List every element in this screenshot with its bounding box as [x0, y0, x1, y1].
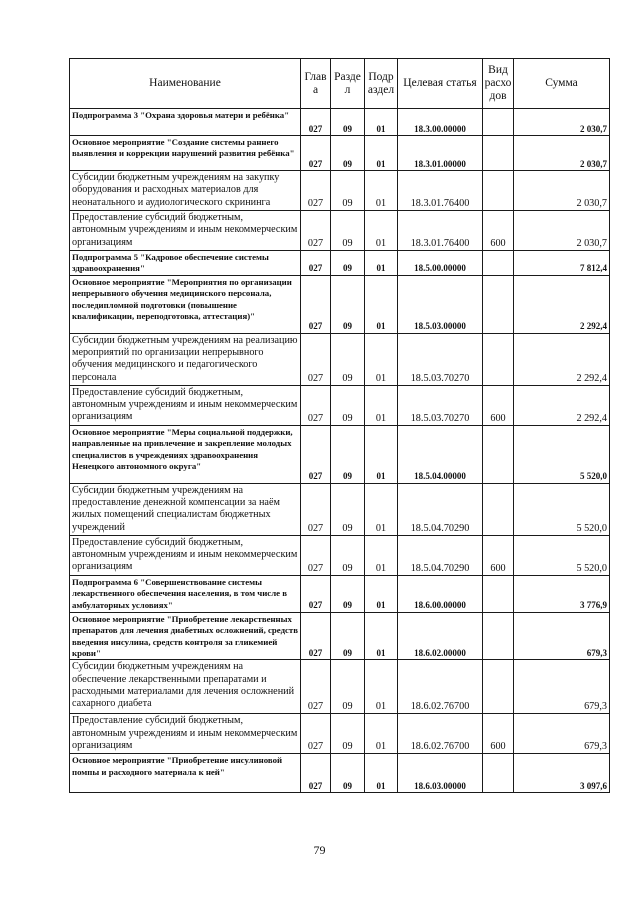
cell-podrazdel: 01	[365, 483, 398, 535]
cell-summa: 2 030,7	[514, 136, 610, 171]
cell-podrazdel: 01	[365, 211, 398, 251]
table-header-row	[70, 59, 610, 109]
cell-name: Субсидии бюджетным учреждениям на предоставление денежной компенсации за наём жилых помещений специалистам бюджетных учреждений	[70, 483, 301, 535]
cell-podrazdel: 01	[365, 385, 398, 425]
cell-summa: 7 812,4	[514, 251, 610, 276]
cell-razdel: 09	[331, 251, 365, 276]
cell-name: Предоставление субсидий бюджетным, автономным учреждениям и иным некоммерческим организациям	[70, 385, 301, 425]
cell-statya: 18.6.02.76700	[398, 714, 483, 754]
cell-vid	[483, 575, 514, 612]
cell-name: Основное мероприятие "Меры социальной поддержки, направленные на привлечение и закрепление молодых специалистов в учреждениях здравоохранения Ненецкого автономного округа"	[70, 425, 301, 483]
table-row	[70, 483, 610, 535]
cell-podrazdel: 01	[365, 275, 398, 333]
cell-summa: 2 292,4	[514, 333, 610, 385]
cell-razdel: 09	[331, 714, 365, 754]
table-row	[70, 333, 610, 385]
cell-name: Предоставление субсидий бюджетным, автономным учреждениям и иным некоммерческим организациям	[70, 714, 301, 754]
cell-summa: 2 292,4	[514, 385, 610, 425]
cell-podrazdel: 01	[365, 171, 398, 211]
cell-summa: 679,3	[514, 660, 610, 714]
header-vid: Вид расхо дов	[483, 59, 514, 109]
cell-summa: 2 030,7	[514, 171, 610, 211]
cell-statya: 18.3.00.00000	[398, 109, 483, 136]
header-podrazdel: Подр аздел	[365, 59, 398, 109]
cell-statya: 18.5.04.00000	[398, 425, 483, 483]
cell-podrazdel: 01	[365, 660, 398, 714]
cell-vid: 600	[483, 211, 514, 251]
cell-statya: 18.6.00.00000	[398, 575, 483, 612]
cell-vid	[483, 171, 514, 211]
cell-razdel: 09	[331, 483, 365, 535]
cell-name: Подпрограмма 3 "Охрана здоровья матери и ребёнка"	[70, 109, 301, 136]
cell-razdel: 09	[331, 211, 365, 251]
cell-summa: 5 520,0	[514, 483, 610, 535]
cell-razdel: 09	[331, 754, 365, 793]
cell-summa: 3 097,6	[514, 754, 610, 793]
cell-glava: 027	[301, 109, 331, 136]
cell-razdel: 09	[331, 612, 365, 660]
cell-vid	[483, 660, 514, 714]
cell-summa: 2 030,7	[514, 109, 610, 136]
table-row	[70, 425, 610, 483]
cell-statya: 18.5.03.70270	[398, 333, 483, 385]
cell-glava: 027	[301, 211, 331, 251]
cell-podrazdel: 01	[365, 575, 398, 612]
cell-podrazdel: 01	[365, 251, 398, 276]
cell-razdel: 09	[331, 660, 365, 714]
cell-glava: 027	[301, 754, 331, 793]
cell-vid: 600	[483, 714, 514, 754]
table-row	[70, 275, 610, 333]
cell-summa: 679,3	[514, 612, 610, 660]
cell-name: Основное мероприятие "Приобретение лекарственных препаратов для лечения диабетных осложнений, средств введения инсулина, средств контроля за гликемией крови"	[70, 612, 301, 660]
table-row	[70, 385, 610, 425]
cell-vid	[483, 136, 514, 171]
cell-statya: 18.5.00.00000	[398, 251, 483, 276]
cell-vid	[483, 425, 514, 483]
cell-glava: 027	[301, 385, 331, 425]
cell-podrazdel: 01	[365, 612, 398, 660]
table-row	[70, 612, 610, 660]
cell-statya: 18.5.03.70270	[398, 385, 483, 425]
table-row	[70, 211, 610, 251]
table-row	[70, 171, 610, 211]
cell-glava: 027	[301, 483, 331, 535]
cell-glava: 027	[301, 612, 331, 660]
cell-vid	[483, 754, 514, 793]
cell-vid	[483, 612, 514, 660]
cell-podrazdel: 01	[365, 333, 398, 385]
table-row	[70, 754, 610, 793]
cell-summa: 5 520,0	[514, 535, 610, 575]
table-row	[70, 660, 610, 714]
cell-glava: 027	[301, 136, 331, 171]
header-razdel: Разде л	[331, 59, 365, 109]
cell-statya: 18.5.04.70290	[398, 483, 483, 535]
cell-podrazdel: 01	[365, 714, 398, 754]
cell-statya: 18.5.04.70290	[398, 535, 483, 575]
cell-vid: 600	[483, 535, 514, 575]
cell-podrazdel: 01	[365, 136, 398, 171]
cell-razdel: 09	[331, 171, 365, 211]
cell-razdel: 09	[331, 385, 365, 425]
table-row	[70, 251, 610, 276]
header-name: Наименование	[70, 59, 301, 109]
cell-razdel: 09	[331, 535, 365, 575]
table-row	[70, 575, 610, 612]
cell-name: Подпрограмма 5 "Кадровое обеспечение системы здравоохранения"	[70, 251, 301, 276]
cell-statya: 18.6.02.00000	[398, 612, 483, 660]
cell-razdel: 09	[331, 109, 365, 136]
cell-name: Предоставление субсидий бюджетным, автономным учреждениям и иным некоммерческим организациям	[70, 211, 301, 251]
cell-statya: 18.6.03.00000	[398, 754, 483, 793]
table-body	[70, 109, 610, 793]
cell-vid	[483, 109, 514, 136]
cell-name: Основное мероприятие "Создание системы раннего выявления и коррекции нарушений развития ребёнка"	[70, 136, 301, 171]
cell-vid	[483, 483, 514, 535]
cell-podrazdel: 01	[365, 109, 398, 136]
cell-name: Субсидии бюджетным учреждениям на обеспечение лекарственными препаратами и расходными материалами для лечения осложнений сахарного диабета	[70, 660, 301, 714]
cell-razdel: 09	[331, 275, 365, 333]
cell-podrazdel: 01	[365, 535, 398, 575]
cell-summa: 2 030,7	[514, 211, 610, 251]
cell-summa: 679,3	[514, 714, 610, 754]
cell-glava: 027	[301, 714, 331, 754]
header-summa: Сумма	[514, 59, 610, 109]
cell-statya: 18.3.01.76400	[398, 211, 483, 251]
cell-summa: 2 292,4	[514, 275, 610, 333]
cell-glava: 027	[301, 275, 331, 333]
cell-vid	[483, 275, 514, 333]
cell-vid	[483, 251, 514, 276]
cell-glava: 027	[301, 425, 331, 483]
cell-razdel: 09	[331, 333, 365, 385]
table-row	[70, 535, 610, 575]
budget-table	[69, 58, 610, 793]
cell-glava: 027	[301, 333, 331, 385]
cell-glava: 027	[301, 535, 331, 575]
table-row	[70, 714, 610, 754]
cell-name: Субсидии бюджетным учреждениям на реализацию мероприятий по организации непрерывного обучения медицинского и педагогического персонала	[70, 333, 301, 385]
cell-statya: 18.3.01.00000	[398, 136, 483, 171]
cell-glava: 027	[301, 660, 331, 714]
cell-glava: 027	[301, 575, 331, 612]
cell-glava: 027	[301, 171, 331, 211]
cell-name: Субсидии бюджетным учреждениям на закупку оборудования и расходных материалов для неонатального и аудиологического скрининга	[70, 171, 301, 211]
cell-vid	[483, 333, 514, 385]
page-number: 79	[313, 843, 326, 857]
cell-podrazdel: 01	[365, 754, 398, 793]
cell-statya: 18.5.03.00000	[398, 275, 483, 333]
cell-summa: 3 776,9	[514, 575, 610, 612]
cell-name: Основное мероприятие "Приобретение инсулиновой помпы и расходного материала к ней"	[70, 754, 301, 793]
cell-summa: 5 520,0	[514, 425, 610, 483]
header-statya: Целевая статья	[398, 59, 483, 109]
header-glava: Глав а	[301, 59, 331, 109]
cell-name: Предоставление субсидий бюджетным, автономным учреждениям и иным некоммерческим организациям	[70, 535, 301, 575]
cell-podrazdel: 01	[365, 425, 398, 483]
cell-name: Подпрограмма 6 "Совершенствование системы лекарственного обеспечения населения, в том числе в амбулаторных условиях"	[70, 575, 301, 612]
table-row	[70, 109, 610, 136]
cell-name: Основное мероприятие "Мероприятия по организации непрерывного обучения медицинского персонала, последипломной подготовки (повышение квалификации, переподготовка, аттестация)"	[70, 275, 301, 333]
cell-statya: 18.6.02.76700	[398, 660, 483, 714]
table-row	[70, 136, 610, 171]
cell-razdel: 09	[331, 425, 365, 483]
cell-razdel: 09	[331, 136, 365, 171]
cell-statya: 18.3.01.76400	[398, 171, 483, 211]
cell-glava: 027	[301, 251, 331, 276]
cell-razdel: 09	[331, 575, 365, 612]
cell-vid: 600	[483, 385, 514, 425]
